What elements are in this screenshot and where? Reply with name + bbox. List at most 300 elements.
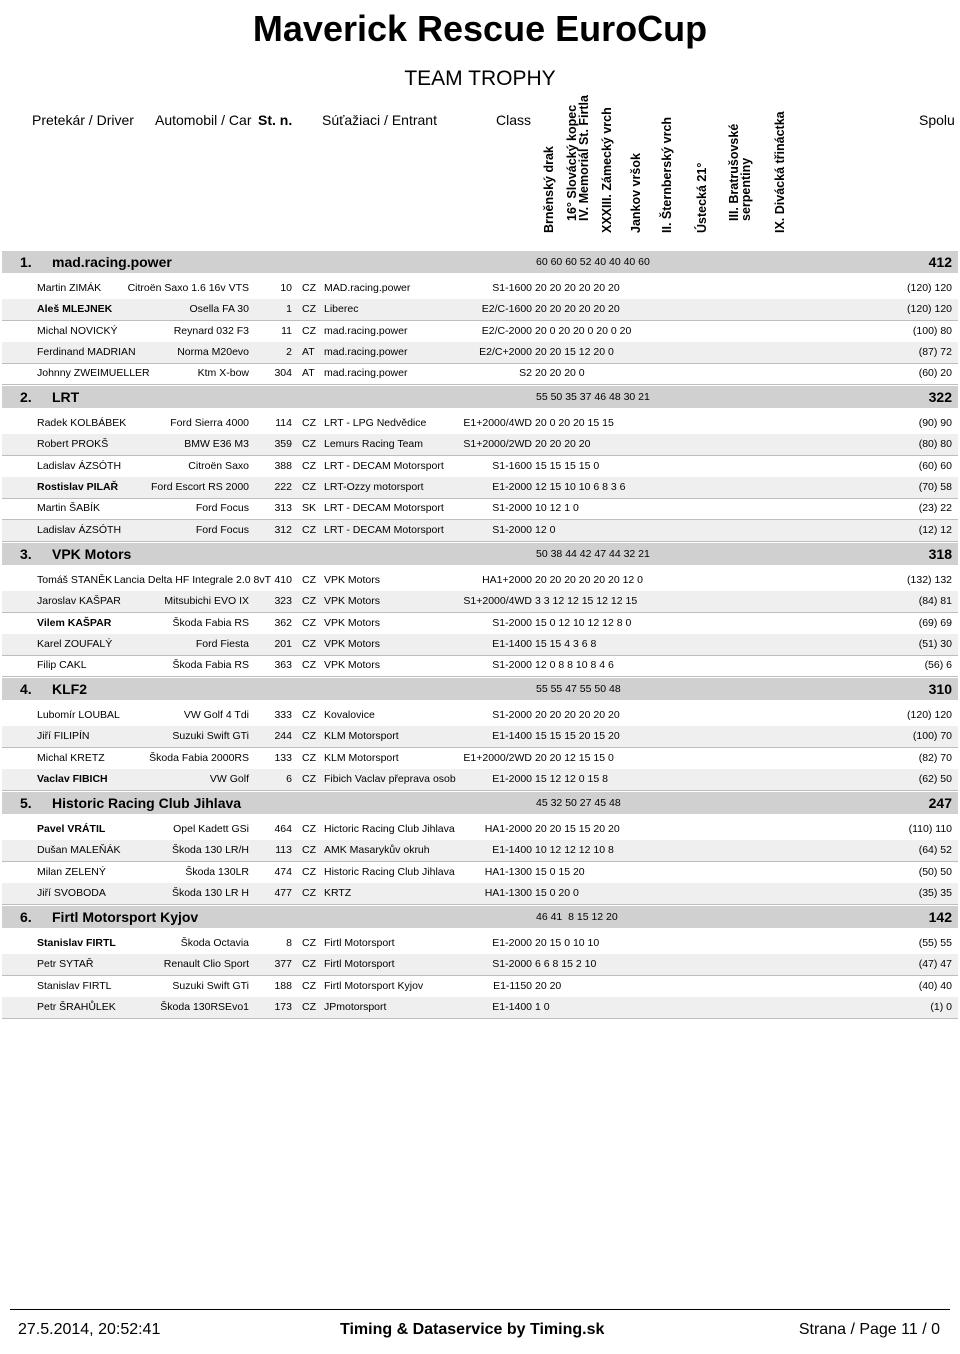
row-divider: [2, 904, 958, 905]
class-name: HA1-1300: [484, 886, 532, 899]
header-entrant: Súťažiaci / Entrant: [322, 112, 437, 128]
entrant-name: KRTZ: [324, 886, 352, 899]
driver-row: [2, 520, 958, 541]
event-header: Ústecká 21°: [695, 162, 709, 233]
class-name: E2/C+2000: [479, 345, 532, 358]
row-divider: [2, 541, 958, 542]
driver-name: Petr SYTAŘ: [37, 958, 94, 971]
start-number: 173: [274, 1000, 292, 1013]
driver-total: (110) 110: [908, 823, 952, 835]
start-number: 477: [274, 886, 292, 899]
car-name: Škoda 130LR: [185, 865, 249, 878]
class-name: E1-2000: [492, 937, 532, 949]
entrant-name: VPK Motors: [324, 574, 381, 586]
start-number: 388: [274, 459, 292, 472]
driver-row: [2, 655, 958, 676]
event-points: 20 20 20 20 20 20: [535, 303, 620, 316]
driver-name: Pavel VRÁTIL: [37, 823, 106, 835]
driver-name: Vilem KAŠPAR: [37, 616, 112, 629]
car-name: Škoda Fabia RS: [172, 659, 249, 672]
driver-row: [2, 498, 958, 519]
driver-name: Michal KRETZ: [37, 751, 105, 764]
nationality: CZ: [302, 303, 316, 316]
event-points: 10 12 12 12 10 8: [535, 844, 614, 857]
event-header: Brněnský drak: [542, 146, 556, 233]
team-event-points: 50 38 44 42 47 44 32 21: [536, 548, 650, 560]
class-name: E1+2000/2WD: [463, 751, 532, 764]
start-number: 464: [274, 823, 292, 835]
driver-total: (87) 72: [918, 345, 952, 358]
driver-total: (82) 70: [918, 751, 952, 764]
start-number: 201: [274, 637, 292, 650]
class-name: HA1+2000: [482, 574, 532, 586]
driver-row: [2, 342, 958, 363]
event-points: 20 20 20 20 20 20: [535, 709, 620, 721]
start-number: 474: [274, 865, 292, 878]
team-name: KLF2: [52, 681, 87, 697]
car-name: Norma M20evo: [177, 345, 249, 358]
event-points: 20 20: [535, 979, 562, 992]
class-name: E2/C-1600: [481, 303, 532, 316]
team-name: Firtl Motorsport Kyjov: [52, 909, 199, 925]
driver-total: (100) 80: [912, 324, 952, 337]
page-title: Maverick Rescue EuroCup: [252, 8, 708, 49]
driver-name: Jiří FILIPÍN: [37, 730, 90, 743]
start-number: 323: [274, 595, 292, 608]
nationality: CZ: [302, 459, 316, 472]
driver-row: [2, 769, 958, 790]
nationality: CZ: [302, 637, 316, 650]
entrant-name: JPmotorsport: [324, 1000, 387, 1013]
entrant-name: LRT - DECAM Motorsport: [324, 459, 444, 472]
entrant-name: LRT - DECAM Motorsport: [324, 502, 444, 515]
driver-total: (90) 90: [918, 417, 952, 429]
start-number: 188: [274, 979, 292, 992]
start-number: 2: [286, 345, 292, 358]
nationality: CZ: [302, 616, 316, 629]
driver-name: Michal NOVICKÝ: [37, 324, 118, 337]
event-points: 20 20 20 0: [535, 367, 585, 380]
driver-row: [2, 933, 958, 954]
driver-row: [2, 726, 958, 747]
driver-row: [2, 434, 958, 455]
entrant-name: LRT - DECAM Motorsport: [324, 523, 444, 536]
driver-total: (120) 120: [907, 303, 952, 316]
team-rank: 4.: [20, 681, 32, 697]
start-number: 113: [275, 844, 292, 857]
driver-total: (120) 120: [907, 282, 952, 294]
driver-row: [2, 976, 958, 997]
driver-name: Aleš MLEJNEK: [37, 303, 113, 316]
start-number: 1: [286, 303, 292, 316]
start-number: 363: [274, 659, 292, 672]
team-total: 142: [928, 909, 952, 925]
row-divider: [2, 1018, 958, 1019]
entrant-name: Hictoric Racing Club Jihlava: [324, 823, 455, 835]
car-name: Mitsubichi EVO IX: [164, 595, 249, 608]
car-name: Ktm X-bow: [197, 367, 249, 380]
page-subtitle: TEAM TROPHY: [404, 67, 556, 90]
start-number: 313: [274, 502, 292, 515]
event-header: III. Bratrušovské serpentiny: [727, 123, 753, 221]
team-name: mad.racing.power: [52, 254, 172, 270]
driver-row: [2, 321, 958, 342]
driver-row: [2, 591, 958, 612]
event-points: 20 20 20 20: [535, 438, 591, 451]
event-header: IX. Divácká třináctka: [773, 111, 787, 233]
driver-total: (80) 80: [918, 438, 952, 451]
team-rank: 5.: [20, 795, 32, 811]
driver-name: Lubomír LOUBAL: [37, 709, 120, 721]
start-number: 304: [274, 367, 292, 380]
driver-row: [2, 954, 958, 975]
class-name: E1-2000: [492, 480, 532, 493]
driver-name: Jaroslav KAŠPAR: [37, 595, 121, 608]
driver-name: Martin ŠABÍK: [37, 502, 101, 515]
class-name: S2: [519, 367, 532, 380]
driver-name: Milan ZELENÝ: [37, 865, 106, 878]
start-number: 6: [286, 772, 292, 785]
event-points: 15 0 20 0: [535, 886, 579, 899]
driver-total: (51) 30: [918, 637, 952, 650]
event-points: 10 12 1 0: [535, 502, 579, 515]
entrant-name: Kovalovice: [324, 709, 375, 721]
nationality: CZ: [302, 282, 316, 294]
car-name: BMW E36 M3: [184, 438, 249, 451]
entrant-name: MAD.racing.power: [324, 282, 411, 294]
driver-row: [2, 883, 958, 904]
car-name: Ford Focus: [195, 502, 249, 515]
nationality: CZ: [302, 417, 316, 429]
driver-row: [2, 456, 958, 477]
driver-row: [2, 997, 958, 1018]
team-total: 310: [928, 681, 952, 697]
entrant-name: AMK Masarykův okruh: [324, 844, 430, 857]
car-name: Suzuki Swift GTi: [172, 730, 249, 743]
class-name: E1-1400: [492, 1000, 532, 1013]
class-name: E1-1150: [493, 979, 532, 992]
team-row: [2, 678, 958, 700]
event-header: 16° Slovácký kopec IV. Memoriál St. Firtla: [565, 95, 591, 221]
entrant-name: KLM Motorsport: [324, 751, 399, 764]
entrant-name: LRT - LPG Nedvědice: [324, 417, 427, 429]
car-name: Reynard 032 F3: [173, 324, 249, 337]
event-points: 20 20 20 20 20 20 12 0: [535, 574, 644, 586]
driver-total: (120) 120: [907, 709, 952, 721]
driver-name: Robert PROKŠ: [37, 438, 109, 451]
event-points: 1 0: [535, 1000, 550, 1013]
car-name: Ford Escort RS 2000: [150, 480, 249, 493]
nationality: CZ: [302, 523, 316, 536]
nationality: CZ: [302, 730, 316, 743]
start-number: 333: [274, 709, 292, 721]
event-points: 3 3 12 12 15 12 12 15: [535, 595, 638, 608]
car-name: Ford Focus: [195, 523, 249, 536]
event-header: II. Šternberský vrch: [660, 116, 674, 233]
nationality: CZ: [302, 324, 316, 337]
driver-row: [2, 613, 958, 634]
entrant-name: mad.racing.power: [324, 367, 408, 380]
team-rank: 6.: [20, 909, 32, 925]
car-name: Citroën Saxo: [188, 459, 249, 472]
nationality: CZ: [302, 574, 316, 586]
nationality: CZ: [302, 823, 316, 835]
car-name: Škoda 130 LR H: [171, 886, 249, 899]
team-event-points: 46 41 8 15 12 20: [536, 911, 618, 923]
driver-name: Radek KOLBÁBEK: [37, 417, 127, 429]
team-row: [2, 906, 958, 928]
event-points: 15 15 4 3 6 8: [535, 637, 597, 650]
driver-total: (70) 58: [918, 480, 952, 493]
driver-total: (35) 35: [918, 886, 952, 899]
driver-row: [2, 705, 958, 726]
car-name: Suzuki Swift GTi: [172, 979, 249, 992]
team-name: LRT: [52, 389, 80, 405]
start-number: 11: [281, 324, 292, 337]
nationality: CZ: [302, 886, 316, 899]
car-name: Škoda Octavia: [180, 937, 249, 949]
event-points: 20 0 20 20 15 15: [535, 417, 614, 429]
driver-row: [2, 840, 958, 861]
entrant-name: VPK Motors: [324, 595, 381, 608]
class-name: S1-1600: [492, 459, 532, 472]
event-points: 20 20 12 15 15 0: [535, 751, 614, 764]
nationality: CZ: [302, 595, 316, 608]
nationality: CZ: [302, 480, 316, 493]
entrant-name: VPK Motors: [324, 637, 381, 650]
class-name: HA1-1300: [484, 865, 532, 878]
team-event-points: 55 50 35 37 46 48 30 21: [536, 391, 650, 403]
car-name: VW Golf 4 Tdi: [183, 709, 249, 721]
footer-divider: [10, 1309, 950, 1310]
start-number: 222: [274, 480, 292, 493]
start-number: 244: [274, 730, 292, 743]
driver-name: Stanislav FIRTL: [37, 979, 112, 992]
driver-row: [2, 278, 958, 299]
driver-name: Ferdinand MADRIAN: [37, 345, 136, 358]
class-name: S1-2000: [492, 958, 532, 971]
driver-row: [2, 748, 958, 769]
car-name: Opel Kadett GSi: [173, 823, 249, 835]
car-name: Škoda 130 LR/H: [171, 844, 249, 857]
team-rank: 3.: [20, 546, 32, 562]
entrant-name: mad.racing.power: [324, 324, 408, 337]
team-row: [2, 792, 958, 814]
event-points: 15 0 15 20: [535, 865, 585, 878]
nationality: CZ: [302, 709, 316, 721]
event-points: 6 6 8 15 2 10: [535, 958, 597, 971]
class-name: S1-2000: [492, 502, 532, 515]
event-points: 15 15 15 15 0: [535, 459, 600, 472]
nationality: SK: [302, 502, 317, 515]
start-number: 377: [274, 958, 292, 971]
nationality: AT: [302, 345, 315, 358]
class-name: S1-1600: [492, 282, 532, 294]
nationality: CZ: [302, 844, 316, 857]
class-name: E2/C-2000: [481, 324, 532, 337]
driver-name: Ladislav ÁZSÓTH: [37, 523, 122, 536]
driver-total: (1) 0: [930, 1000, 952, 1013]
class-name: E1-1400: [492, 844, 532, 857]
driver-total: (56) 6: [924, 659, 952, 672]
driver-row: [2, 819, 958, 840]
team-total: 318: [928, 546, 952, 562]
start-number: 359: [274, 438, 292, 451]
driver-name: Dušan MALEŇÁK: [37, 844, 121, 857]
class-name: S1-2000: [492, 659, 532, 672]
driver-row: [2, 299, 958, 320]
footer-page: Strana / Page 11 / 0: [798, 1321, 940, 1338]
car-name: Lancia Delta HF Integrale 2.0 8vT: [114, 574, 271, 586]
driver-total: (50) 50: [918, 865, 952, 878]
entrant-name: LRT-Ozzy motorsport: [324, 480, 424, 493]
header-class: Class: [496, 112, 532, 128]
car-name: Ford Fiesta: [195, 637, 249, 650]
team-row: [2, 386, 958, 408]
car-name: Škoda Fabia RS: [172, 616, 249, 629]
event-points: 12 0: [535, 523, 556, 536]
driver-row: [2, 634, 958, 655]
car-name: Citroën Saxo 1.6 16v VTS: [127, 282, 249, 294]
driver-total: (84) 81: [918, 595, 952, 608]
team-total: 412: [928, 254, 952, 270]
driver-row: [2, 477, 958, 498]
nationality: CZ: [302, 937, 316, 949]
driver-row: [2, 570, 958, 591]
entrant-name: Liberec: [324, 303, 359, 316]
start-number: 312: [274, 523, 292, 536]
event-header: Jankov vršok: [629, 153, 643, 233]
driver-total: (64) 52: [918, 844, 952, 857]
car-name: Škoda Fabia 2000RS: [149, 751, 249, 764]
header-total: Spolu: [919, 112, 955, 128]
event-points: 20 20 20 20 20 20: [535, 282, 620, 294]
event-points: 20 20 15 12 20 0: [535, 345, 614, 358]
driver-total: (60) 20: [918, 367, 952, 380]
entrant-name: VPK Motors: [324, 659, 381, 672]
class-name: S1-2000: [492, 709, 532, 721]
car-name: Ford Sierra 4000: [170, 417, 249, 429]
event-points: 15 12 12 0 15 8: [535, 772, 608, 785]
class-name: S1-2000: [492, 616, 532, 629]
footer-datetime: 27.5.2014, 20:52:41: [18, 1321, 161, 1338]
class-name: E1-1400: [492, 730, 532, 743]
entrant-name: Firtl Motorsport: [324, 937, 395, 949]
class-name: HA1-2000: [484, 823, 532, 835]
header-driver: Pretekár / Driver: [32, 112, 134, 128]
entrant-name: VPK Motors: [324, 616, 381, 629]
class-name: E1-2000: [492, 772, 532, 785]
team-rank: 2.: [20, 389, 32, 405]
driver-total: (47) 47: [918, 958, 952, 971]
entrant-name: Historic Racing Club Jihlava: [324, 865, 455, 878]
team-event-points: 45 32 50 27 45 48: [536, 797, 621, 809]
driver-name: Filip CAKL: [37, 659, 87, 672]
event-points: 15 0 12 10 12 12 8 0: [535, 616, 632, 629]
event-points: 15 15 15 20 15 20: [535, 730, 620, 743]
driver-name: Stanislav FIRTL: [37, 937, 116, 949]
team-rank: 1.: [20, 254, 32, 270]
team-row: [2, 543, 958, 565]
team-event-points: 60 60 60 52 40 40 40 60: [536, 256, 650, 268]
team-name: Historic Racing Club Jihlava: [52, 795, 242, 811]
class-name: S1-2000: [492, 523, 532, 536]
team-total: 322: [928, 389, 952, 405]
car-name: Osella FA 30: [189, 303, 249, 316]
driver-total: (62) 50: [918, 772, 952, 785]
entrant-name: Fibich Vaclav přeprava osob: [324, 772, 456, 785]
team-row: [2, 251, 958, 273]
class-name: S1+2000/4WD: [463, 595, 532, 608]
driver-row: [2, 363, 958, 384]
event-points: 20 20 15 15 20 20: [535, 823, 620, 835]
entrant-name: mad.racing.power: [324, 345, 408, 358]
driver-total: (40) 40: [918, 979, 952, 992]
car-name: VW Golf: [209, 772, 249, 785]
nationality: CZ: [302, 772, 316, 785]
start-number: 114: [275, 417, 292, 429]
start-number: 8: [286, 937, 292, 949]
driver-name: Martin ZIMÁK: [37, 282, 102, 294]
nationality: CZ: [302, 659, 316, 672]
driver-total: (12) 12: [918, 523, 952, 536]
driver-total: (55) 55: [918, 937, 952, 949]
driver-name: Vaclav FIBICH: [37, 772, 108, 785]
driver-name: Karel ZOUFALÝ: [37, 637, 113, 650]
driver-name: Petr ŠRAHŮLEK: [37, 1000, 116, 1013]
driver-name: Jiří SVOBODA: [37, 886, 106, 899]
event-points: 20 0 20 20 0 20 0 20: [535, 324, 632, 337]
nationality: CZ: [302, 865, 316, 878]
nationality: CZ: [302, 979, 316, 992]
footer-service: Timing & Dataservice by Timing.sk: [340, 1321, 605, 1338]
car-name: Škoda 130RSEvo1: [160, 1000, 249, 1013]
driver-row: [2, 862, 958, 883]
driver-total: (23) 22: [918, 502, 952, 515]
nationality: CZ: [302, 438, 316, 451]
nationality: CZ: [302, 1000, 316, 1013]
event-header: XXXIII. Zámecký vrch: [600, 107, 614, 233]
start-number: 133: [274, 751, 292, 764]
entrant-name: Lemurs Racing Team: [324, 438, 424, 451]
event-points: 12 15 10 10 6 8 3 6: [535, 480, 626, 493]
start-number: 10: [280, 282, 292, 294]
entrant-name: KLM Motorsport: [324, 730, 399, 743]
class-name: E1+2000/4WD: [463, 417, 532, 429]
nationality: CZ: [302, 958, 316, 971]
entrant-name: Firtl Motorsport: [324, 958, 395, 971]
start-number: 410: [274, 574, 292, 586]
class-name: S1+2000/2WD: [463, 438, 532, 451]
team-total: 247: [928, 795, 952, 811]
event-points: 20 15 0 10 10: [535, 937, 600, 949]
driver-total: (100) 70: [912, 730, 952, 743]
driver-total: (132) 132: [907, 574, 952, 586]
row-divider: [2, 790, 958, 791]
driver-name: Tomáš STANĚK: [37, 574, 113, 586]
event-points: 12 0 8 8 10 8 4 6: [535, 659, 614, 672]
team-name: VPK Motors: [52, 546, 132, 562]
team-event-points: 55 55 47 55 50 48: [536, 683, 621, 695]
header-startno: St. n.: [258, 112, 293, 128]
class-name: E1-1400: [492, 637, 532, 650]
driver-name: Ladislav ÁZSÓTH: [37, 459, 122, 472]
driver-total: (60) 60: [918, 459, 952, 472]
entrant-name: Firtl Motorsport Kyjov: [324, 979, 424, 992]
driver-name: Rostislav PILAŘ: [37, 480, 119, 493]
start-number: 362: [274, 616, 292, 629]
nationality: AT: [302, 367, 315, 380]
